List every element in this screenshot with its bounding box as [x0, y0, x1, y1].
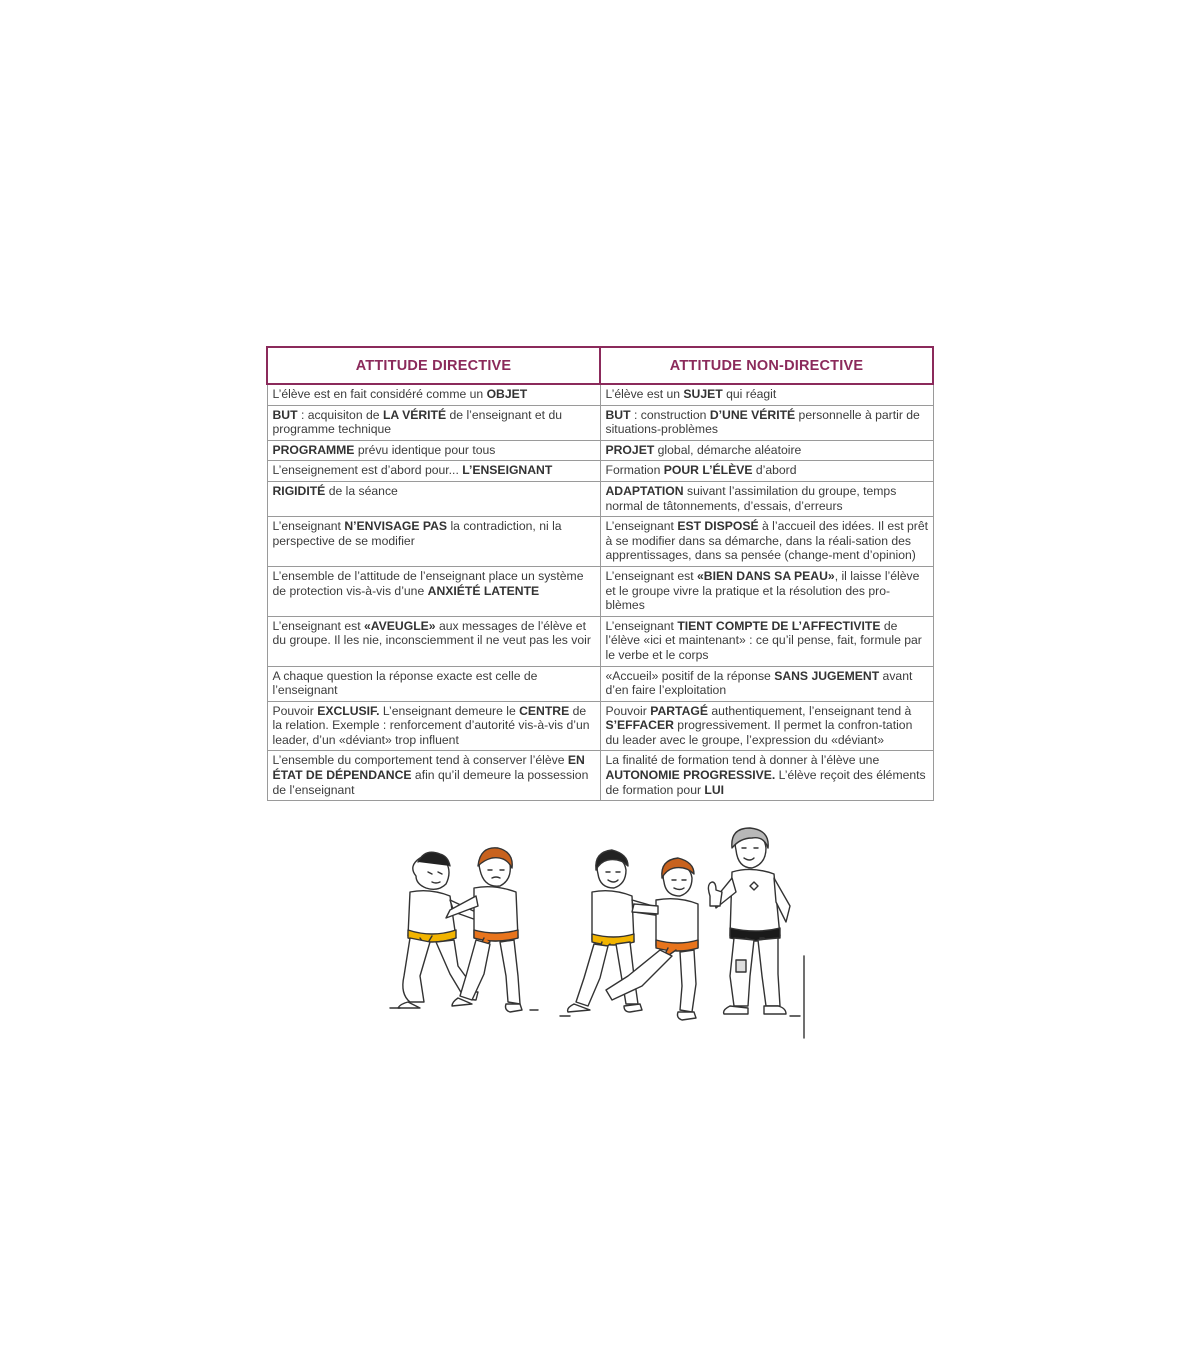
cell-text: L’enseignant [272, 519, 345, 534]
cell-text: L’élève est un [605, 387, 684, 401]
cell-keyword: L’ENSEIGNANT [462, 463, 553, 478]
cell-non-directive [600, 405, 933, 440]
cell-text: L’enseignant est [272, 618, 364, 633]
cell-keyword: BUT [272, 407, 298, 422]
cell-text: L’ensemble de l’attitude de l’enseignant place un système de protection vis-à-vis d’une [272, 568, 584, 598]
cell-text: d’abord [752, 463, 797, 478]
cell-text: la contradiction, ni la perspective de se modifier [272, 519, 562, 548]
table-row [267, 616, 933, 666]
cell-keyword: LA VÉRITÉ [382, 407, 447, 422]
cell-text: de la relation. Exemple : renforcement d’autorité vis-à-vis d’un leader, d’un «déviant» trop influent [272, 703, 590, 747]
cell-keyword: EN ÉTAT DE DÉPENDANCE [272, 753, 585, 783]
cell-text: L’enseignant [605, 618, 678, 633]
cell-text: afin qu’il demeure la possession de l’enseignant [272, 768, 589, 797]
cell-directive [267, 701, 600, 751]
cell-directive [267, 666, 600, 701]
cell-non-directive [600, 616, 933, 666]
cell-directive [267, 461, 600, 482]
cell-keyword: PROGRAMME [272, 442, 355, 457]
cell-text: de la séance [325, 483, 398, 498]
cell-keyword: N’ENVISAGE PAS [344, 519, 448, 534]
cell-directive [267, 384, 600, 405]
judo-illustration [380, 826, 820, 1041]
cell-text: , il laisse l’élève et le groupe vivre la pratique et la résolution des pro-blèmes [605, 568, 920, 613]
cell-keyword: EXCLUSIF. [317, 703, 380, 718]
cell-directive [267, 616, 600, 666]
cell-non-directive [600, 566, 933, 616]
cell-keyword: ADAPTATION [605, 483, 684, 498]
cell-keyword: S’EFFACER [605, 718, 674, 733]
header-non-directive: ATTITUDE NON-DIRECTIVE [600, 347, 933, 384]
cell-text: : acquisiton de [297, 407, 383, 422]
table-row [267, 666, 933, 701]
cell-keyword: TIENT COMPTE DE L’AFFECTIVITE [677, 618, 881, 633]
cell-text: A chaque question la réponse exacte est celle de l’enseignant [272, 668, 538, 698]
cell-directive [267, 440, 600, 461]
cell-text: suivant l’assimilation du groupe, temps normal de tâtonnements, d’essais, d’erreurs [605, 483, 897, 513]
cell-text: L’enseignement est d’abord pour... [272, 463, 463, 478]
table-row [267, 405, 933, 440]
table-body [267, 384, 933, 801]
cell-text: aux messages de l’élève et du groupe. Il les nie, inconsciemment il ne veut pas les voir [272, 618, 591, 648]
cell-text: La finalité de formation tend à donner à l’élève une [605, 753, 880, 768]
table-row [267, 701, 933, 751]
cell-keyword: «BIEN DANS SA PEAU» [696, 568, 835, 583]
cell-non-directive [600, 517, 933, 567]
cell-text: à l’accueil des idées. Il est prêt à se modifier dans sa démarche, dans la réali-sation des apprentissages, dans sa pensée (change-ment d’opinion) [605, 519, 928, 563]
table-row [267, 566, 933, 616]
table-row [267, 517, 933, 567]
cell-keyword: SUJET [683, 387, 723, 401]
cell-text: Pouvoir [272, 703, 318, 718]
cell-text: progressivement. Il permet la confron-tation du leader avec le groupe, l’expression du «déviant» [605, 718, 913, 747]
cell-keyword: D’UNE VÉRITÉ [709, 407, 796, 422]
cell-text: de l’enseignant et du programme technique [272, 407, 563, 437]
cell-keyword: «AVEUGLE» [363, 618, 436, 633]
attitude-comparison-table [266, 346, 934, 801]
cell-text: Formation [605, 463, 664, 478]
cell-non-directive [600, 384, 933, 405]
table-row [267, 440, 933, 461]
cell-keyword: ANXIÉTÉ LATENTE [427, 583, 540, 598]
cell-non-directive [600, 666, 933, 701]
cell-text: avant d’en faire l’exploitation [605, 668, 913, 698]
cell-text: L’élève reçoit des éléments de formation pour [605, 768, 926, 797]
cell-text: Pouvoir [605, 703, 651, 718]
cell-text: qui réagit [722, 387, 777, 401]
cell-non-directive [600, 461, 933, 482]
cell-text: L’ensemble du comportement tend à conserver l’élève [272, 753, 568, 768]
judo-pair-struggling-icon [398, 848, 522, 1012]
cell-text: L’enseignant [605, 519, 678, 534]
cell-non-directive [600, 440, 933, 461]
cell-text: «Accueil» positif de la réponse [605, 668, 775, 683]
cell-non-directive [600, 701, 933, 751]
table-row [267, 461, 933, 482]
cell-keyword: POUR L’ÉLÈVE [663, 463, 753, 478]
cell-text: L’enseignant est [605, 568, 697, 583]
judo-pair-cooperating-icon [568, 850, 698, 1020]
header-directive: ATTITUDE DIRECTIVE [267, 347, 600, 384]
cell-non-directive [600, 751, 933, 801]
cell-keyword: SANS JUGEMENT [774, 668, 880, 683]
cell-keyword: AUTONOMIE PROGRESSIVE. [605, 768, 776, 783]
table-header-row [267, 347, 933, 384]
cell-text: L’enseignant demeure le [379, 703, 520, 718]
cell-keyword: PARTAGÉ [650, 703, 708, 718]
table-row [267, 751, 933, 801]
cell-text: : construction [630, 407, 710, 422]
cell-text: global, démarche aléatoire [654, 442, 802, 457]
cell-directive [267, 481, 600, 516]
table-row [267, 481, 933, 516]
cell-keyword: EST DISPOSÉ [677, 519, 759, 534]
cell-directive [267, 517, 600, 567]
table-row [267, 384, 933, 405]
cell-keyword: LUI [704, 782, 725, 797]
cell-keyword: RIGIDITÉ [272, 483, 326, 498]
cell-text: authentiquement, l’enseignant tend à [708, 703, 912, 718]
cell-directive [267, 405, 600, 440]
cell-text: L’élève est en fait considéré comme un [272, 387, 487, 401]
cell-keyword: CENTRE [519, 703, 570, 718]
cell-text: personnelle à partir de situations-problèmes [605, 407, 920, 437]
cell-keyword: PROJET [605, 442, 655, 457]
cell-directive [267, 566, 600, 616]
cell-non-directive [600, 481, 933, 516]
judo-teacher-thumbs-up-icon [708, 828, 804, 1038]
cell-text: prévu identique pour tous [354, 442, 496, 457]
cell-text: de l’élève «ici et maintenant» : ce qu’il pense, fait, formule par le verbe et le corps [605, 618, 922, 662]
cell-directive [267, 751, 600, 801]
cell-keyword: OBJET [486, 387, 528, 401]
cell-keyword: BUT [605, 407, 631, 422]
